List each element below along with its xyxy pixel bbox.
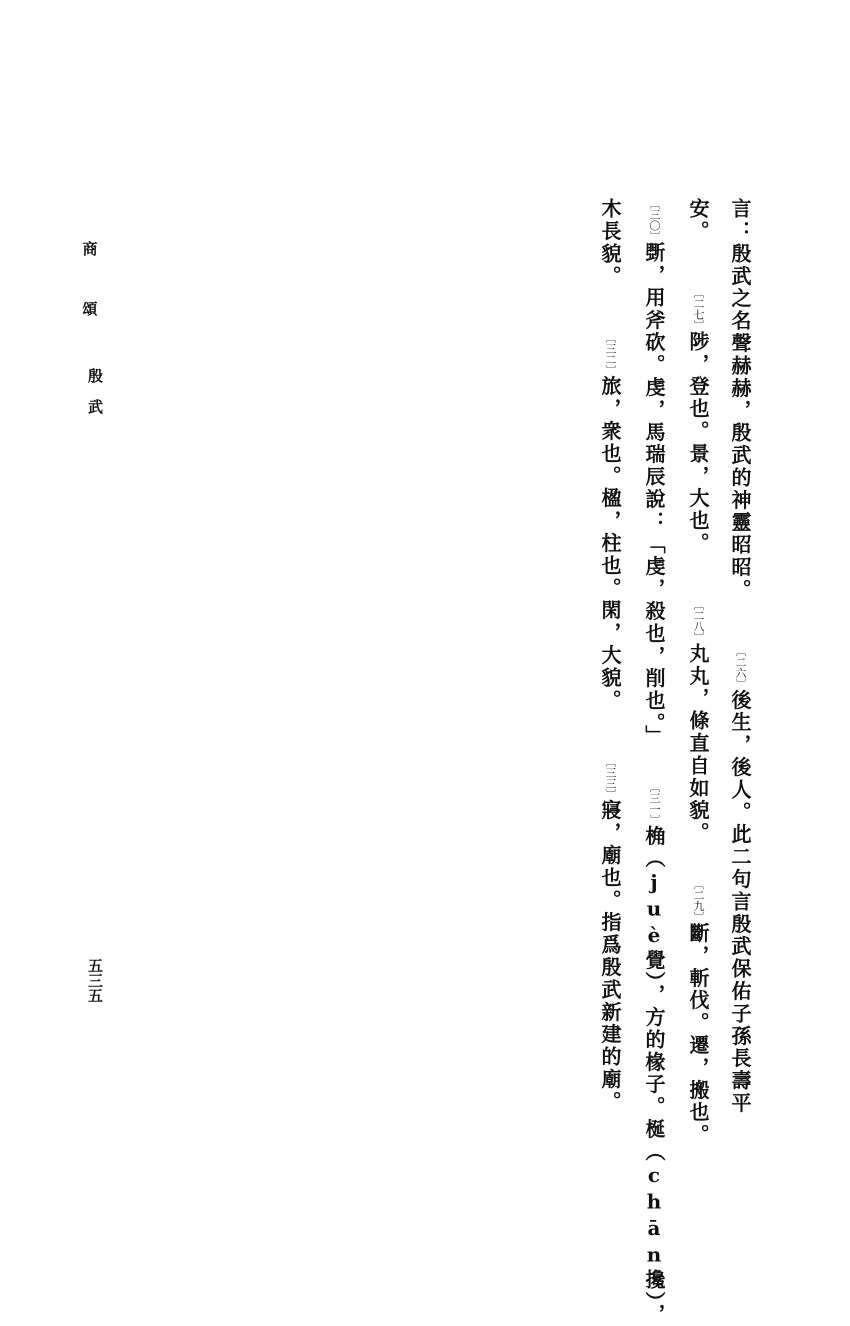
- annotation-column-4: [600, 198, 620, 1113]
- chapter-title: 殷武: [86, 368, 104, 430]
- annotation-text: 言：殷武之名聲赫赫，殷武的神靈昭昭。: [728, 198, 752, 602]
- note-number: 〔二八〕: [692, 598, 705, 643]
- note-number: 〔二七〕: [692, 286, 705, 331]
- annotation-text: 旅，衆也。楹，柱也。閑，大貌。: [598, 375, 622, 712]
- book-label: 商: [82, 240, 98, 258]
- annotation-text: 陟，登也。景，大也。: [686, 330, 710, 555]
- note-number: 〔二六〕: [734, 645, 747, 690]
- section-label: 頌: [82, 300, 98, 318]
- annotation-text: 斷，斬伐。遷，搬也。: [686, 922, 710, 1147]
- annotation-column-2: [688, 198, 708, 1146]
- annotation-column-3: [644, 198, 664, 1326]
- page-number: 五三五: [86, 958, 104, 1003]
- note-number: 〔三〇〕: [648, 198, 661, 242]
- note-number: 〔二九〕: [692, 878, 705, 923]
- annotation-text: 丸丸，條直自如貌。: [686, 642, 710, 845]
- annotation-text: 安。: [686, 198, 710, 243]
- annotation-text: 桷（juè覺），方的椽子。梴（chān攙），: [642, 825, 666, 1326]
- annotation-text: 斲，用斧砍。虔，馬瑞辰說：「虔，殺也，削也。」: [642, 242, 666, 748]
- note-number: 〔三一〕: [648, 781, 661, 826]
- annotation-text: 後生，後人。此二句言殷武保佑子孫長壽平: [728, 689, 752, 1115]
- note-number: 〔三三〕: [604, 755, 617, 800]
- annotation-text: 寢，廟也。指爲殷武新建的廟。: [598, 799, 622, 1114]
- annotation-text: 木長貌。: [598, 198, 622, 288]
- note-number: 〔三二〕: [604, 331, 617, 376]
- annotation-column-1: [730, 198, 750, 1115]
